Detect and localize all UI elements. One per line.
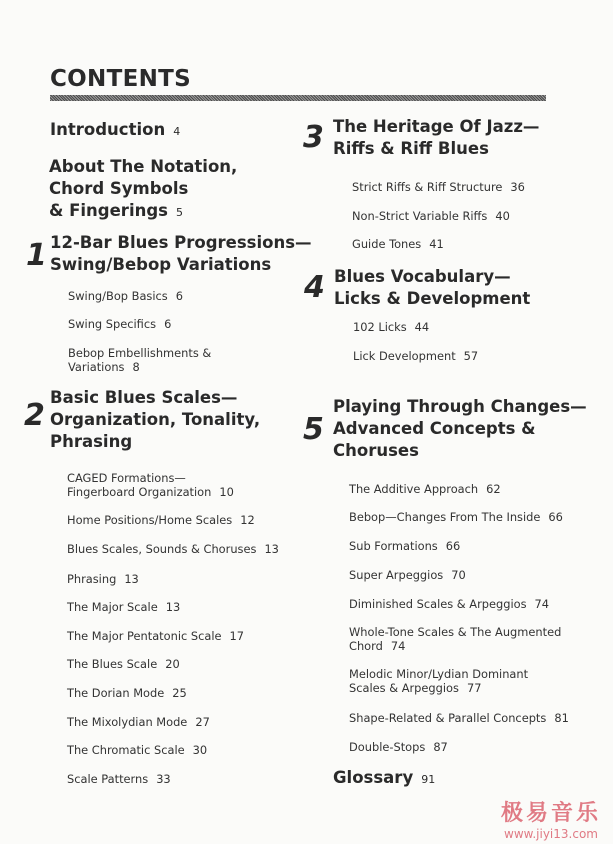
toc-item[interactable] [349,740,448,754]
toc-item[interactable] [67,542,279,556]
item-page: 10 [219,485,234,499]
chapter-1-line-2: Swing/Bebop Variations [50,255,272,274]
intro-title: Introduction [50,120,166,139]
watermark-url: www.jiyi13.com [504,827,598,841]
toc-item[interactable] [349,711,569,725]
item-page: 40 [495,209,510,223]
chapter-2-line-3: Phrasing [50,432,133,451]
item-page: 74 [534,597,550,611]
item-text: Blues Scales, Sounds & Choruses [67,542,257,556]
item-page: 13 [264,542,279,556]
contents-title: CONTENTS [50,66,191,92]
title-rule [50,95,546,101]
toc-glossary[interactable] [333,767,435,791]
item-text-line-1: CAGED Formations— [67,471,186,485]
item-text: Bebop—Changes From The Inside [349,510,541,524]
chapter-5-line-1: Playing Through Changes— [333,397,587,416]
chapter-1-line-1: 12-Bar Blues Progressions— [50,233,312,252]
item-text: Home Positions/Home Scales [67,513,233,527]
item-page: 8 [132,360,140,374]
toc-item[interactable] [349,539,460,553]
item-text-line-1: Whole-Tone Scales & The Augmented [349,625,562,639]
toc-item[interactable] [67,743,207,757]
glossary-page: 91 [421,773,436,786]
toc-item[interactable] [349,667,528,695]
chapter-3-line-2: Riffs & Riff Blues [333,139,489,158]
item-page: 62 [486,482,501,496]
item-text: Lick Development [353,349,456,363]
item-text: Swing Specifics [68,317,157,331]
item-page: 6 [164,317,172,331]
toc-item[interactable] [67,686,187,700]
item-page: 87 [433,740,448,754]
item-text-line-1: Bebop Embellishments & [68,346,212,360]
item-text: Double-Stops [349,740,426,754]
item-text: The Blues Scale [67,657,158,671]
item-page: 44 [414,320,430,334]
chapter-2-number: 2 [24,398,45,433]
item-page: 13 [124,572,139,586]
item-text: Sub Formations [349,539,438,553]
chapter-1-heading[interactable] [50,232,312,276]
item-text: Super Arpeggios [349,568,444,582]
item-text: The Mixolydian Mode [67,715,188,729]
chapter-4-number: 4 [304,270,325,305]
item-text-line-1: Melodic Minor/Lydian Dominant [349,667,529,681]
toc-item[interactable] [352,237,444,251]
toc-item[interactable] [67,772,171,786]
item-page: 17 [229,629,245,643]
chapter-5-line-2: Advanced Concepts & [333,419,536,438]
notation-line-3: & Fingerings [49,201,168,220]
toc-notation[interactable] [49,156,237,224]
item-page: 36 [510,180,525,194]
notation-line-2: Chord Symbols [49,179,189,198]
chapter-3-line-1: The Heritage Of Jazz— [333,117,540,136]
chapter-5-heading[interactable] [333,396,587,462]
chapter-2-heading[interactable] [50,387,260,453]
item-text: The Chromatic Scale [67,743,185,757]
toc-item[interactable] [353,349,478,363]
item-text: Phrasing [67,572,117,586]
toc-item[interactable] [67,471,234,499]
toc-intro[interactable] [50,119,180,143]
toc-item[interactable] [68,289,183,303]
toc-item[interactable] [352,209,510,223]
item-text: Swing/Bop Basics [68,289,168,303]
item-text-line-2: Chord [349,639,383,653]
toc-item[interactable] [349,625,561,653]
glossary-title: Glossary [333,768,414,787]
item-text-line-2: Scales & Arpeggios [349,681,459,695]
item-text: The Major Pentatonic Scale [67,629,222,643]
item-text: Scale Patterns [67,772,149,786]
item-page: 74 [390,639,406,653]
item-page: 66 [548,510,563,524]
item-page: 57 [463,349,479,363]
chapter-2-line-2: Organization, Tonality, [50,410,261,429]
item-page: 25 [172,686,187,700]
toc-item[interactable] [349,568,466,582]
watermark-name: 极易音乐 [500,801,601,826]
item-page: 66 [445,539,461,553]
notation-line-1: About The Notation, [49,157,238,176]
item-text: Non-Strict Variable Riffs [352,209,488,223]
toc-item[interactable] [352,180,525,194]
item-page: 20 [165,657,180,671]
item-text: Guide Tones [352,237,422,251]
item-text-line-2: Fingerboard Organization [67,485,212,499]
item-text: Strict Riffs & Riff Structure [352,180,503,194]
chapter-2-line-1: Basic Blues Scales— [50,388,238,407]
site-watermark [501,796,601,841]
chapter-1-number: 1 [26,238,47,273]
item-page: 12 [240,513,255,527]
item-text: The Major Scale [67,600,158,614]
toc-item[interactable] [67,572,139,586]
chapter-4-line-1: Blues Vocabulary— [334,267,511,286]
toc-item[interactable] [68,346,211,374]
intro-page: 4 [173,125,181,138]
toc-item[interactable] [67,629,244,643]
item-text: The Dorian Mode [67,686,165,700]
chapter-4-heading[interactable] [334,266,530,310]
item-page: 81 [554,711,569,725]
chapter-3-number: 3 [303,120,324,155]
item-text: The Additive Approach [349,482,479,496]
toc-item[interactable] [67,600,180,614]
toc-item[interactable] [67,715,210,729]
chapter-5-line-3: Choruses [333,441,419,460]
toc-item[interactable] [353,320,429,334]
toc-item[interactable] [68,317,171,331]
item-page: 70 [451,568,466,582]
item-text: Shape-Related & Parallel Concepts [349,711,547,725]
item-page: 27 [195,715,210,729]
toc-item[interactable] [349,597,549,611]
item-text-line-2: Variations [68,360,125,374]
toc-item[interactable] [67,513,255,527]
item-page: 30 [192,743,208,757]
notation-page: 5 [175,206,183,219]
item-page: 33 [156,772,171,786]
item-page: 13 [165,600,181,614]
toc-item[interactable] [349,510,563,524]
chapter-5-number: 5 [303,412,324,447]
item-text: Diminished Scales & Arpeggios [349,597,527,611]
chapter-4-line-2: Licks & Development [334,289,531,308]
item-text: 102 Licks [353,320,407,334]
item-page: 6 [175,289,183,303]
toc-item[interactable] [67,657,180,671]
toc-item[interactable] [349,482,501,496]
item-page: 41 [429,237,444,251]
chapter-3-heading[interactable] [333,116,539,160]
item-page: 77 [466,681,482,695]
